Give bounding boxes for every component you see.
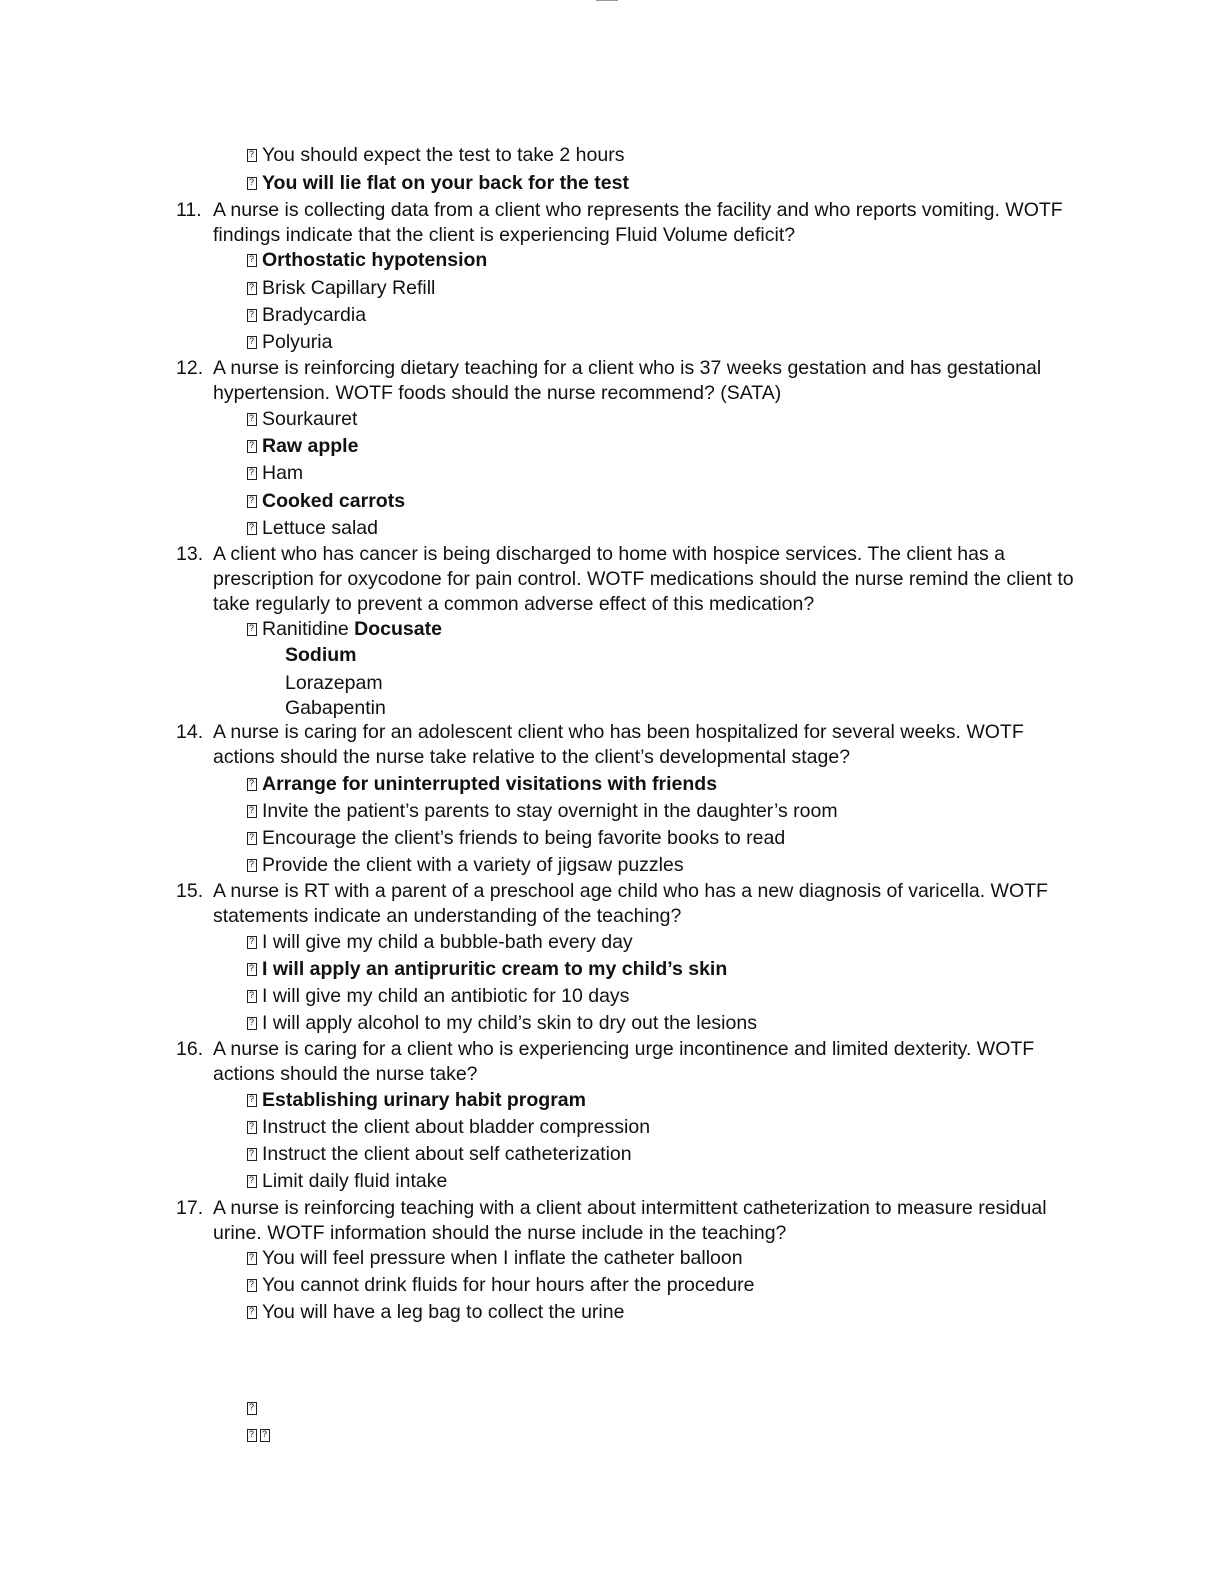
q15-option-4: ?I will apply alcohol to my child’s skin to dry out the lesions xyxy=(247,1011,757,1035)
q12-option-1: ?Sourkauret xyxy=(247,407,357,431)
checkbox-glyph-icon xyxy=(247,1148,257,1161)
question-stem: A nurse is caring for a client who is experiencing urge incontinence and limited dexterity. WOTF actions should the nurse take? xyxy=(213,1038,1035,1085)
q16-option-1-answer: ?Establishing urinary habit program xyxy=(247,1088,586,1112)
question-stem: A nurse is collecting data from a client who represents the facility and who reports vomiting. WOTF findings indicate that the client is experiencing Fluid Volume deficit? xyxy=(213,199,1063,246)
question-stem: A nurse is reinforcing dietary teaching for a client who is 37 weeks gestation and has gestational hypertension. WOTF foods should the nurse recommend? (SATA) xyxy=(213,357,1042,404)
checkbox-glyph-icon xyxy=(247,177,257,190)
q13-option-1: ?Ranitidine Docusate xyxy=(247,617,442,641)
checkbox-glyph-icon xyxy=(247,832,257,845)
q11-option-4: ?Polyuria xyxy=(247,330,332,354)
checkbox-glyph-icon xyxy=(247,413,257,426)
q12-option-4-answer: ?Cooked carrots xyxy=(247,489,405,513)
q12-option-3: ?Ham xyxy=(247,461,303,485)
q11-option-2: ?Brisk Capillary Refill xyxy=(247,276,435,300)
q15-option-1: ?I will give my child a bubble-bath every day xyxy=(247,930,633,954)
q13-answer-sodium: Sodium xyxy=(285,644,357,666)
q17-option-3: ?You will have a leg bag to collect the urine xyxy=(247,1300,624,1324)
checkbox-glyph-icon xyxy=(247,309,257,322)
checkbox-glyph-icon xyxy=(247,467,257,480)
question-stem: A nurse is reinforcing teaching with a client about intermittent catheterization to measure residual urine. WOTF information should the nurse include in the teaching? xyxy=(213,1197,1047,1244)
question-14 xyxy=(176,720,1076,770)
checkbox-glyph-icon xyxy=(247,1121,257,1134)
q10-option-3: ?You should expect the test to take 2 hours xyxy=(247,143,624,167)
checkbox-glyph-icon xyxy=(247,149,257,162)
checkbox-glyph-icon xyxy=(260,1429,270,1442)
checkbox-glyph-icon xyxy=(247,495,257,508)
checkbox-glyph-icon xyxy=(247,859,257,872)
checkbox-glyph-icon xyxy=(247,936,257,949)
checkbox-glyph-icon xyxy=(247,282,257,295)
question-13 xyxy=(176,542,1076,617)
checkbox-glyph-icon xyxy=(247,1094,257,1107)
q16-option-3: ?Instruct the client about self catheterization xyxy=(247,1142,632,1166)
q13-answer-docusate: Docusate xyxy=(354,618,442,640)
checkbox-glyph-icon xyxy=(247,522,257,535)
q17-option-1: ?You will feel pressure when I inflate the catheter balloon xyxy=(247,1246,743,1270)
q14-option-4: ?Provide the client with a variety of jigsaw puzzles xyxy=(247,853,684,877)
checkbox-glyph-icon xyxy=(247,990,257,1003)
checkbox-glyph-icon xyxy=(247,254,257,267)
question-stem: A nurse is caring for an adolescent client who has been hospitalized for several weeks. WOTF actions should the nurse take relative to the client’s developmental stage? xyxy=(213,721,1024,768)
checkbox-glyph-icon xyxy=(247,1279,257,1292)
checkbox-glyph-icon xyxy=(247,778,257,791)
q14-option-1-answer: ?Arrange for uninterrupted visitations with friends xyxy=(247,772,717,796)
checkbox-glyph-icon xyxy=(247,963,257,976)
checkbox-glyph-icon xyxy=(247,440,257,453)
question-stem: A client who has cancer is being discharged to home with hospice services. The client has a prescription for oxycodone for pain control. WOTF medications should the nurse remind the client to take regularly to prevent a common adverse effect of this medication? xyxy=(213,543,1074,615)
header-mark xyxy=(596,0,618,2)
question-17 xyxy=(176,1196,1076,1246)
q10-option-4-answer: ?You will lie flat on your back for the test xyxy=(247,171,629,195)
q13-option-lorazepam: Lorazepam xyxy=(285,672,383,694)
question-11 xyxy=(176,198,1076,248)
q16-option-4: ?Limit daily fluid intake xyxy=(247,1169,447,1193)
question-number: 13. xyxy=(176,543,204,565)
question-number: 11. xyxy=(176,199,202,221)
question-number: 12. xyxy=(176,357,204,379)
checkbox-glyph-icon xyxy=(247,336,257,349)
q11-option-1-answer: ?Orthostatic hypotension xyxy=(247,248,487,272)
stray-glyph-row xyxy=(247,1423,275,1447)
checkbox-glyph-icon xyxy=(247,623,257,636)
q12-option-2-answer: ?Raw apple xyxy=(247,434,358,458)
q11-option-3: ?Bradycardia xyxy=(247,303,366,327)
q16-option-2: ?Instruct the client about bladder compression xyxy=(247,1115,650,1139)
q14-option-2: ?Invite the patient’s parents to stay overnight in the daughter’s room xyxy=(247,799,838,823)
question-16 xyxy=(176,1037,1076,1087)
checkbox-glyph-icon xyxy=(247,1402,257,1415)
checkbox-glyph-icon xyxy=(247,1175,257,1188)
checkbox-glyph-icon xyxy=(247,1252,257,1265)
question-number: 17. xyxy=(176,1197,204,1219)
checkbox-glyph-icon xyxy=(247,1017,257,1030)
q17-option-2: ?You cannot drink fluids for hour hours after the procedure xyxy=(247,1273,755,1297)
q13-option-gabapentin: Gabapentin xyxy=(285,697,386,719)
q15-option-3: ?I will give my child an antibiotic for 10 days xyxy=(247,984,629,1008)
question-12 xyxy=(176,356,1076,406)
q12-option-5: ?Lettuce salad xyxy=(247,516,378,540)
question-stem: A nurse is RT with a parent of a preschool age child who has a new diagnosis of varicella. WOTF statements indicate an understanding of the teaching? xyxy=(213,880,1048,927)
question-15 xyxy=(176,879,1076,929)
checkbox-glyph-icon xyxy=(247,1429,257,1442)
q15-option-2-answer: ?I will apply an antipruritic cream to my child’s skin xyxy=(247,957,727,981)
checkbox-glyph-icon xyxy=(247,1306,257,1319)
q14-option-3: ?Encourage the client’s friends to being favorite books to read xyxy=(247,826,785,850)
checkbox-glyph-icon xyxy=(247,805,257,818)
question-number: 15. xyxy=(176,880,204,902)
question-number: 14. xyxy=(176,721,204,743)
stray-glyph-row xyxy=(247,1396,262,1420)
question-number: 16. xyxy=(176,1038,204,1060)
